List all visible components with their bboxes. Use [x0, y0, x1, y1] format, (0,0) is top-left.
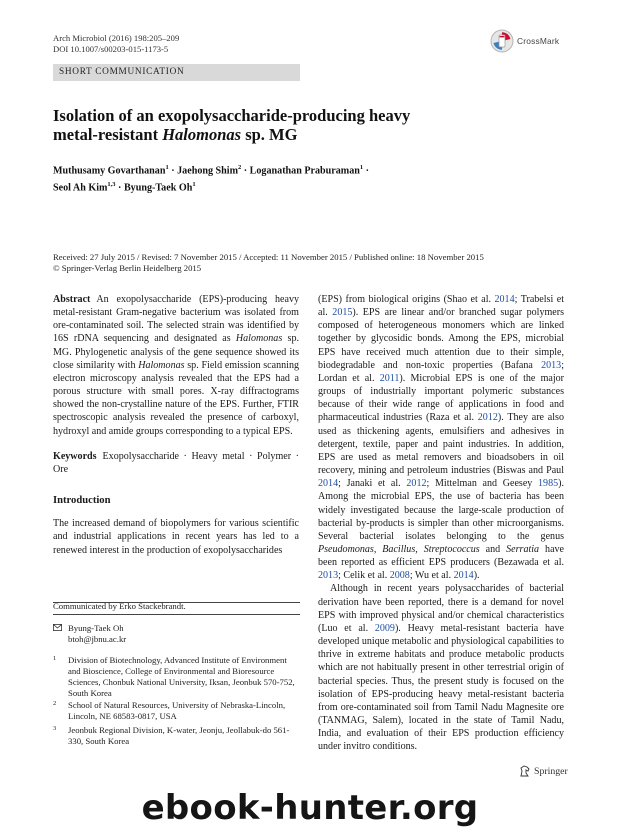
affiliation-2	[53, 700, 300, 722]
title-line-2-suffix: sp. MG	[241, 125, 298, 144]
crossmark-icon	[490, 29, 514, 53]
title-line-2-prefix: metal-resistant	[53, 125, 163, 144]
article-type-label: SHORT COMMUNICATION	[59, 67, 185, 77]
introduction-paragraph-2: Although in recent years polysaccharides of bacterial derivation have been reported, there is a demand for novel EPS with improved physical and/or chemical characteristics (Luo et al. 2009). Heavy metal-resistant bacteria have developed unique metabolic and physiological capabilities to thrive in extreme habitats and produce metabolic products which are not habitually present in other terrestrial origin of bacterial species. Thus, the present study is focused on the isolation of EPS-producing heavy metal-resistant bacteria from ore-contaminated soil from Tamil Nadu Magnesite ore (TANMAG, Salem), located in the state of Tamil Nadu, India, and evaluation of their EPS production efficiency under invitro conditions.	[318, 583, 565, 753]
author-name[interactable]: Loganathan Praburaman	[249, 165, 360, 177]
introduction-paragraph-continued: (EPS) from biological origins (Shao et al. 2014; Trabelsi et al. 2015). EPS are linear and/or branched sugar polymers composed of heterogeneous monomers which are linked together by glycosidic bonds. Among the EPS, microbial EPS have received much attention due to their simple, biodegradable and non-toxic properties (Bafana 2013; Lordan et al. 2011). Microbial EPS is one of the major groups of industrially important polymeric substances because of their wide range of applications in food and pharmaceutical industries (Raza et al. 2012). They are also used as thickening agents, emulsifiers and adhesives in detergent, textile, paper and paint industries. In addition, EPS are used as metal removers and bioadsobers in oil recovery, mining and petroleum industries (Biswas and Paul 2014; Janaki et al. 2012; Mittelman and Geesey 1985). Among the microbial EPS, the use of bacteria has been widely investigated because the large-scale production of bacterial by-products is simpler than other microorganisms. Several bacterial isolates belonging to the genus Pseudomonas, Bacillus, Streptococcus and Serratia have been reported as efficient EPS producers (Bezawada et al. 2013; Celik et al. 2008; Wu et al. 2014).	[318, 294, 565, 582]
keywords	[53, 450, 299, 476]
title-line-1: Isolation of an exopolysaccharide-producing heavy	[53, 106, 411, 125]
abstract-text: sp. MG. Phylogenetic analysis of the gene sequence showed its close similarity with	[53, 333, 299, 371]
introduction-paragraph: The increased demand of biopolymers for various scientific and industrial applications in recent years has led to a renewed interest in the production of exopolysaccharides	[53, 518, 299, 556]
citation-link[interactable]: 2009	[374, 622, 395, 634]
publication-history	[53, 252, 573, 275]
keywords-text: Exopolysaccharide · Heavy metal · Polymer · Ore	[53, 450, 299, 475]
author-name[interactable]: Muthusamy Govarthanan	[53, 165, 166, 177]
author-affiliation-sup: 1	[192, 181, 196, 189]
citation-link[interactable]: 2012	[477, 412, 498, 424]
citation-link[interactable]: 2013	[541, 359, 562, 371]
author-separator: ·	[115, 182, 124, 194]
affiliation-text: Division of Biotechnology, Advanced Institute of Environment and Bioscience, College of Environmental and Bioresource Sciences, Chonbuk National University, Iksan, Jeonbuk 570-752, South Korea	[68, 655, 295, 698]
contact-name: Byung-Taek Oh	[68, 623, 124, 633]
author-affiliation-sup: 1,3	[107, 181, 116, 189]
author-affiliation-sup: 2	[237, 164, 242, 171]
left-column	[53, 293, 299, 557]
introduction-heading: Introduction	[53, 495, 111, 507]
article-type-band	[53, 64, 300, 81]
journal-header	[53, 33, 179, 54]
springer-horse-icon	[519, 765, 531, 777]
author-separator: ·	[241, 165, 250, 177]
abstract-text: sp. Field emission scanning electron microscopy analysis revealed that the EPS had a porous structure with small pores. X-ray diffractograms showed the non-crystalline nature of the EPS. Further, FTIR spectroscopic analysis revealed the presence of carboxyl, hydroxyl and amide groups corresponding to a typical EPS.	[53, 359, 299, 437]
abstract	[53, 293, 299, 438]
publisher-name: Springer	[534, 765, 568, 777]
citation-link[interactable]: 1985	[538, 478, 559, 490]
citation-link[interactable]: 2011	[379, 372, 400, 384]
journal-doi[interactable]: DOI 10.1007/s00203-015-1173-5	[53, 43, 169, 54]
title-genus: Halomonas	[162, 125, 242, 144]
author-name[interactable]: Byung-Taek Oh	[123, 182, 193, 194]
author-separator: ·	[168, 165, 178, 177]
crossmark-badge[interactable]	[490, 29, 559, 53]
crossmark-label: CrossMark	[517, 36, 560, 46]
affiliation-text: Jeonbuk Regional Division, K-water, Jeonju, Jeollabuk-do 561-330, South Korea	[68, 725, 290, 746]
received-dates: Received: 27 July 2015 / Revised: 7 November 2015 / Accepted: 11 November 2015 / Published online: 18 November 2015	[53, 252, 484, 262]
affiliation-3	[53, 725, 300, 747]
contact-email[interactable]: btoh@jbnu.ac.kr	[68, 634, 127, 644]
affiliation-text: School of Natural Resources, University of Nebraska-Lincoln, Lincoln, NE 68583-0817, USA	[68, 700, 286, 721]
springer-logo	[519, 765, 568, 777]
affiliation-number: 1	[53, 655, 57, 662]
citation-link[interactable]: 2014	[453, 570, 474, 582]
watermark-banner: ebook-hunter.org	[141, 788, 479, 828]
abstract-label: Abstract	[53, 294, 91, 305]
footnote-rule	[53, 614, 300, 615]
abstract-text: An exopolysaccharide (EPS)-producing heavy metal-resistant Gram-negative bacterium was isolated from ore-contaminated soil. The selected strain was identified by 16S rDNA sequencing and designated as	[53, 294, 299, 345]
abstract-genus: Halomonas	[138, 359, 185, 371]
copyright-notice: © Springer-Verlag Berlin Heidelberg 2015	[53, 263, 202, 274]
citation-link[interactable]: 2008	[389, 570, 410, 582]
affiliation-number: 3	[53, 725, 57, 732]
journal-citation: Arch Microbiol (2016) 198:205–209	[53, 33, 180, 43]
corresponding-author	[53, 623, 126, 645]
author-name[interactable]: Seol Ah Kim	[53, 182, 108, 194]
author-name[interactable]: Jaehong Shim	[177, 165, 238, 177]
author-affiliation-sup: 1	[165, 164, 169, 171]
author-list	[53, 161, 523, 196]
citation-link[interactable]: 2014	[318, 478, 339, 490]
affiliation-1	[53, 655, 300, 699]
right-column	[318, 293, 564, 753]
keywords-label: Keywords	[53, 450, 97, 462]
author-affiliation-sup: 1	[359, 164, 364, 171]
envelope-icon	[53, 623, 62, 634]
affiliation-number: 2	[53, 700, 57, 707]
citation-link[interactable]: 2012	[406, 478, 427, 490]
citation-link[interactable]: 2014	[494, 294, 515, 305]
citation-link[interactable]: 2013	[318, 570, 339, 582]
citation-link[interactable]: 2015	[332, 307, 353, 319]
article-title	[53, 106, 493, 144]
communicated-by: Communicated by Erko Stackebrandt.	[53, 601, 186, 611]
abstract-genus: Halomonas	[235, 333, 283, 345]
author-separator: ·	[363, 165, 370, 177]
